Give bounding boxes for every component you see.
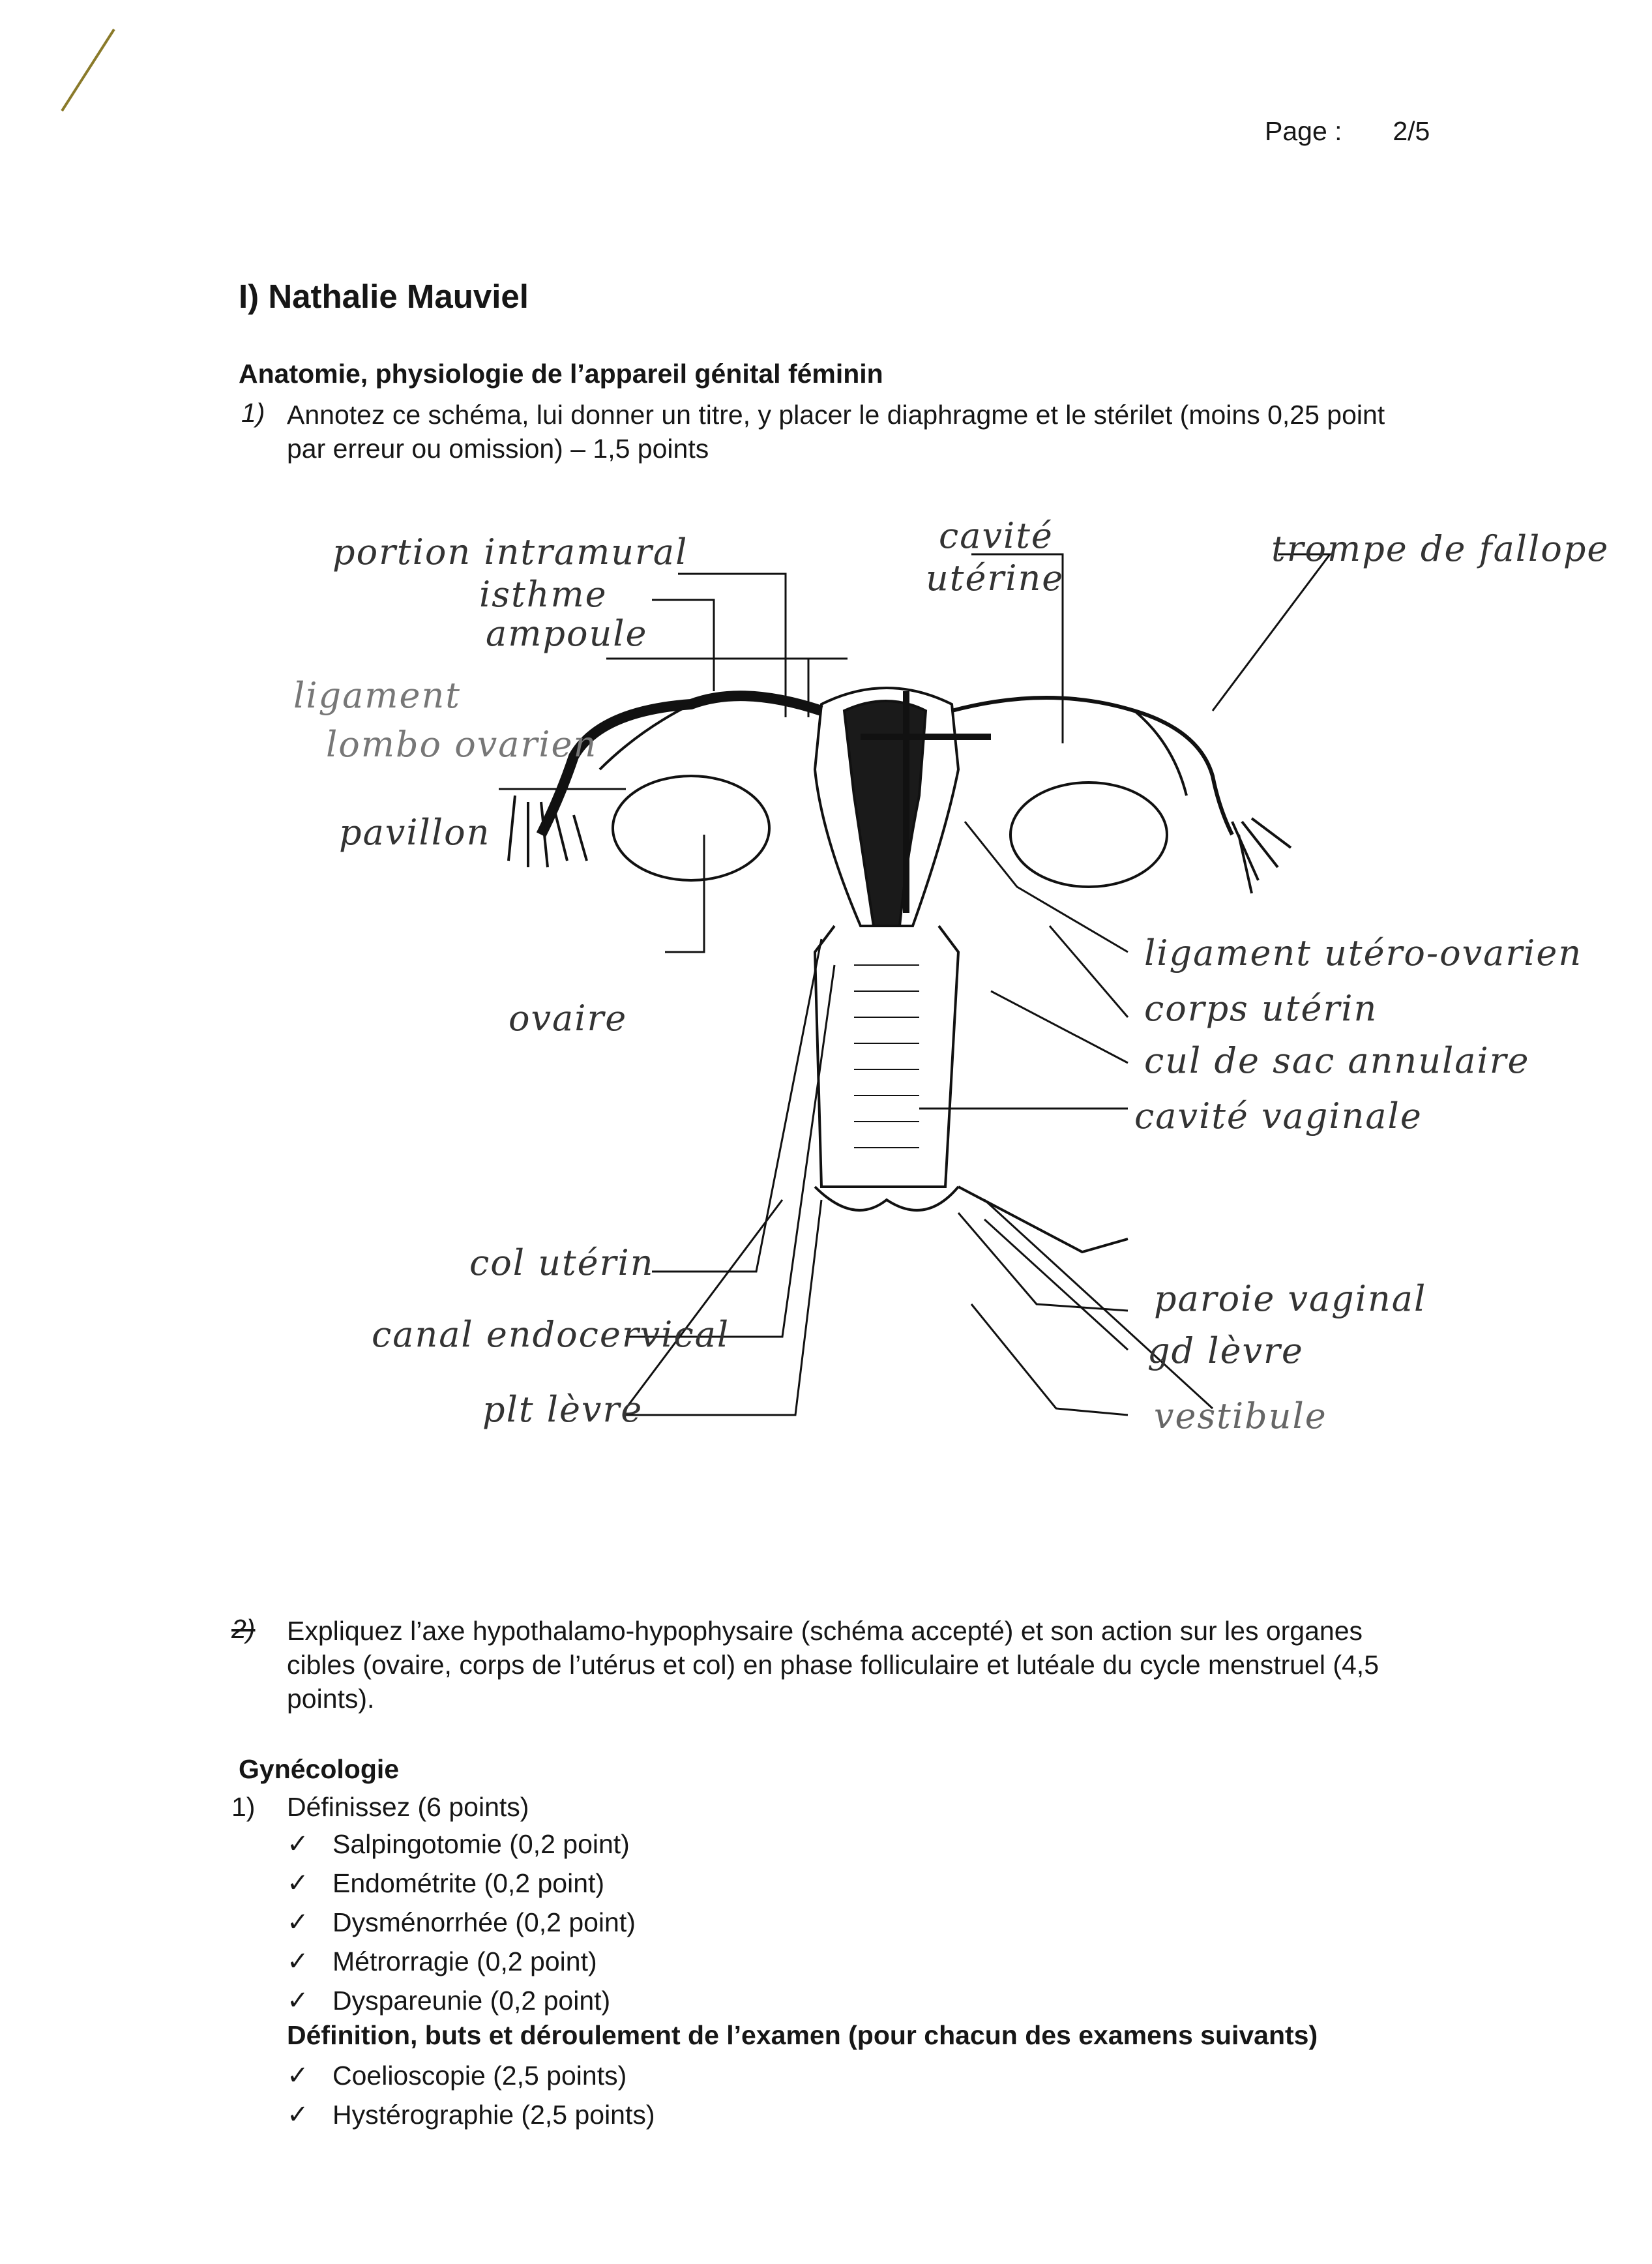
label-cul-de-sac: cul de sac annulaire [1144,1040,1530,1081]
page-label: Page : [1265,116,1342,146]
exam-label: Coelioscopie (2,5 points) [332,2060,627,2091]
exams-list [287,2056,655,2134]
label-pavillon: pavillon [339,812,491,853]
label-cavite-vaginale: cavité vaginale [1134,1095,1423,1137]
check-icon: ✓ [287,1908,309,1937]
page-value: 2/5 [1393,116,1430,146]
label-trompe: trompe de fallope [1271,528,1610,569]
anatomy-heading: Anatomie, physiologie de l’appareil génital féminin [239,359,883,389]
section-title: I) Nathalie Mauviel [239,278,529,315]
definition-item [287,1903,636,1942]
label-cavite-uterine-2: utérine [926,558,1065,599]
gyneco-heading: Gynécologie [239,1754,400,1784]
exam-item [287,2056,655,2095]
definition-item [287,1825,636,1864]
label-ligament-lombo-2: lombo ovarien [326,724,598,765]
check-icon: ✓ [287,1986,309,2015]
gyneco-q1-number: 1) [231,1792,256,1822]
right-ovary [1010,782,1167,887]
right-fimbriae [1232,818,1291,893]
label-ovaire: ovaire [509,998,628,1039]
label-grande-levre: gd lèvre [1147,1330,1304,1371]
question-2-line-3: points). [287,1684,375,1714]
pencil-mark [52,20,130,124]
label-petite-levre: plt lèvre [482,1389,643,1430]
page-number [1265,116,1430,147]
definition-item [287,1942,636,1981]
definition-label: Dysménorrhée (0,2 point) [332,1907,636,1937]
label-ligament-lombo-1: ligament [293,675,461,716]
check-icon: ✓ [287,2061,309,2090]
label-paroi-vaginale: paroie vaginal [1154,1278,1427,1319]
left-tube [541,696,821,835]
exam-item [287,2095,655,2134]
label-col-uterin: col utérin [469,1242,655,1283]
label-canal-endocervical: canal endocervical [372,1314,730,1355]
check-icon: ✓ [287,1869,309,1898]
definitions-list [287,1825,636,2020]
vulva [815,1187,958,1210]
right-tube [952,698,1232,835]
question-1-line-1: Annotez ce schéma, lui donner un titre, y placer le diaphragme et le stérilet (moins 0,25 point [287,400,1385,430]
check-icon: ✓ [287,1947,309,1976]
question-1-number: 1) [241,398,265,428]
left-ovary [613,776,769,880]
definition-label: Endométrite (0,2 point) [332,1868,605,1898]
check-icon: ✓ [287,2100,309,2129]
definition-item [287,1864,636,1903]
definition-label: Métrorragie (0,2 point) [332,1946,597,1976]
question-1-text [287,398,1385,466]
question-2-line-2: cibles (ovaire, corps de l’utérus et col) en phase folliculaire et lutéale du cycle menstruel (4,5 [287,1650,1379,1680]
question-1-line-2: par erreur ou omission) – 1,5 points [287,434,709,464]
question-2-text [287,1614,1379,1716]
exam-heading: Définition, buts et déroulement de l’examen (pour chacun des examens suivants) [287,2020,1318,2050]
check-icon: ✓ [287,1830,309,1858]
definition-label: Dyspareunie (0,2 point) [332,1985,611,2016]
label-vestibule: vestibule [1154,1395,1327,1437]
question-2-line-1: Expliquez l’axe hypothalamo-hypophysaire (schéma accepté) et son action sur les organes [287,1616,1363,1646]
label-corps-uterin: corps utérin [1144,988,1378,1029]
label-isthme: isthme [479,574,608,615]
label-portion-intramural: portion intramural [332,531,688,573]
label-ampoule: ampoule [486,613,648,654]
label-ligament-utero-ovarien: ligament utéro-ovarien [1144,932,1583,974]
question-2-number: 2) [231,1614,256,1644]
definition-label: Salpingotomie (0,2 point) [332,1828,630,1859]
exam-label: Hystérographie (2,5 points) [332,2099,655,2130]
label-cavite-uterine-1: cavité [939,515,1054,556]
definition-item [287,1981,636,2020]
gyneco-q1-text: Définissez (6 points) [287,1792,529,1822]
